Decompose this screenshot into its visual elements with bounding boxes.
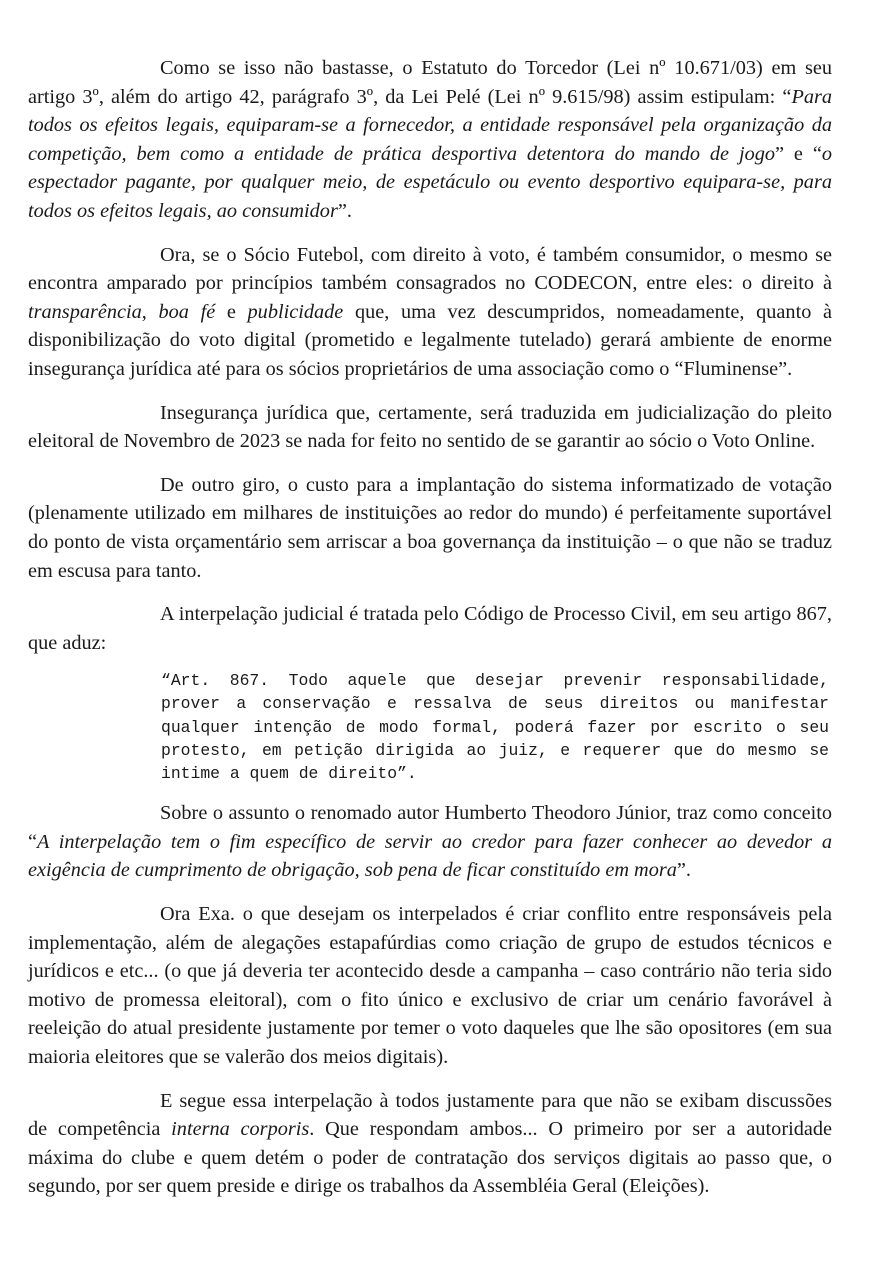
quote-estatuto: Para todos os efeitos legais, equiparam-se a fornecedor, a entidade responsável pela organização da competição, bem como a entidade de prática desportiva detentora do mando de jogo bbox=[28, 85, 832, 165]
term-publicidade: publicidade bbox=[247, 300, 344, 323]
term-transparencia: transparência bbox=[28, 300, 142, 323]
term-boa-fe: boa fé bbox=[158, 300, 216, 323]
paragraph-estatuto-torcedor: Como se isso não bastasse, o Estatuto do Torcedor (Lei nº 10.671/03) em seu artigo 3º, além do artigo 42, parágrafo 3º, da Lei Pelé (Lei nº 9.615/98) assim estipulam: “Para todos os efeitos legais, equiparam-se a fornecedor, a entidade responsável pela organização da competição, bem como a entidade de prática desportiva detentora do mando de jogo” e “o espectador pagante, por qualquer meio, de espetáculo ou evento desportivo equipara-se, para todos os efeitos legais, ao consumidor”. bbox=[28, 57, 832, 222]
document-page bbox=[28, 54, 832, 1216]
block-quote-art-867: “Art. 867. Todo aquele que desejar prevenir responsabilidade, prover a conservação e ressalva de seus direitos ou manifestar qualquer intenção de modo formal, poderá fazer por escrito o seu protesto, em petição dirigida ao juiz, e requerer que do mesmo se intime a quem de direito”. bbox=[161, 671, 829, 784]
paragraph-interna-corporis: E segue essa interpelação à todos justamente para que não se exibam discussões de competência interna corporis. Que respondam ambos... O primeiro por ser a autoridade máxima do clube e quem detém o poder de contratação dos serviços digitais ao passo que, o segundo, por ser quem preside e dirige os trabalhos da Assembléia Geral (Eleições). bbox=[28, 1089, 832, 1198]
paragraph-ora-exa: Ora Exa. o que desejam os interpelados é criar conflito entre responsáveis pela implementação, além de alegações estapafúrdias como criação de grupo de estudos técnicos e jurídicos e etc... (o que já deveria ter acontecido desde a campanha – caso contrário não teria sido motivo de promessa eleitoral), com o fito único e exclusivo de criar um cenário favorável à reeleição do atual presidente justamente por temer o voto daqueles que lhe são opositores (em sua maioria eleitores que se valerão dos meios digitais). bbox=[28, 903, 832, 1069]
term-interna-corporis: interna corporis bbox=[171, 1118, 310, 1141]
quote-conceito: A interpelação tem o fim específico de servir ao credor para fazer conhecer ao devedor a exigência de cumprimento de obrigação, sob pena de ficar constituído em mora bbox=[28, 830, 832, 882]
paragraph-interpelacao-cpc: A interpelação judicial é tratada pelo Código de Processo Civil, em seu artigo 867, que aduz: bbox=[28, 603, 832, 654]
paragraph-custo-implantacao: De outro giro, o custo para a implantação do sistema informatizado de votação (plenamente utilizado em milhares de instituições ao redor do mundo) é perfeitamente suportável do ponto de vista orçamentário sem arriscar a boa governança da instituição – o que não se traduz em escusa para tanto. bbox=[28, 473, 832, 582]
quote-lei-pele: o espectador pagante, por qualquer meio, de espetáculo ou evento desportivo equipara-se, para todos os efeitos legais, ao consumidor bbox=[28, 142, 832, 222]
paragraph-humberto-theodoro: Sobre o assunto o renomado autor Humberto Theodoro Júnior, traz como conceito “A interpelação tem o fim específico de servir ao credor para fazer conhecer ao devedor a exigência de cumprimento de obrigação, sob pena de ficar constituído em mora”. bbox=[28, 802, 832, 882]
paragraph-socio-consumidor: Ora, se o Sócio Futebol, com direito à voto, é também consumidor, o mesmo se encontra amparado por princípios também consagrados no CODECON, entre eles: o direito à transparência, boa fé e publicidade que, uma vez descumpridos, nomeadamente, quanto à disponibilização do voto digital (prometido e legalmente tutelado) gerará ambiente de enorme insegurança jurídica até para os sócios proprietários de uma associação como o “Fluminense”. bbox=[28, 243, 832, 380]
paragraph-inseguranca-juridica: Insegurança jurídica que, certamente, será traduzida em judicialização do pleito eleitoral de Novembro de 2023 se nada for feito no sentido de se garantir ao sócio o Voto Online. bbox=[28, 401, 832, 453]
